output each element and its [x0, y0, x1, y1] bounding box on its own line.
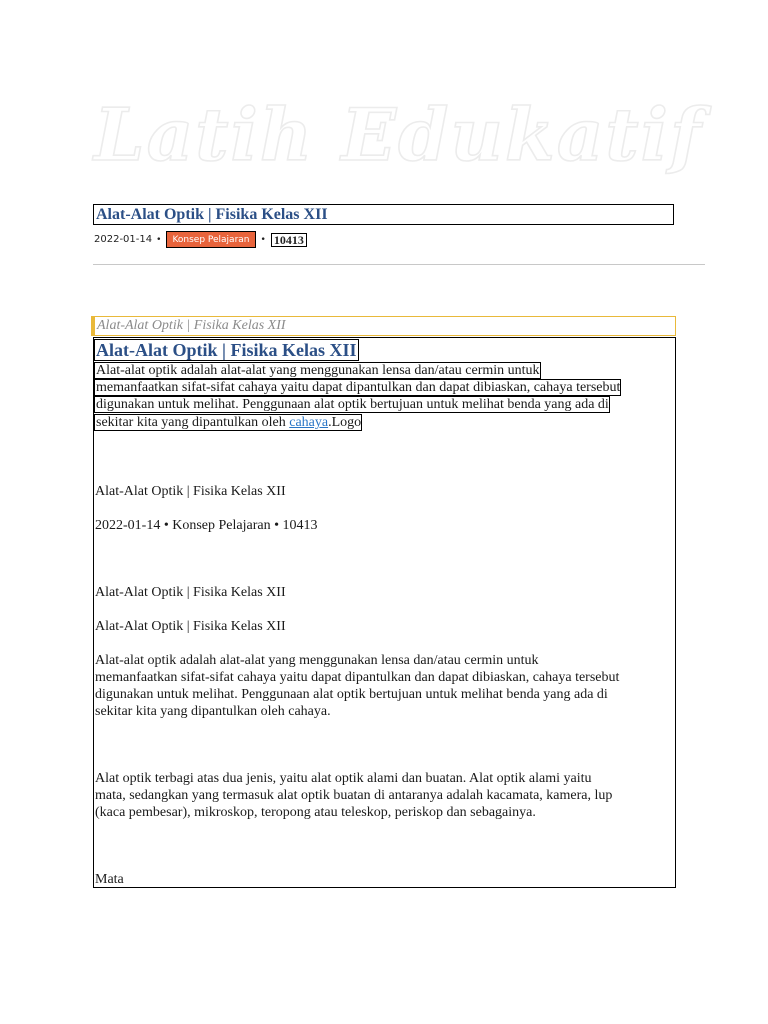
meta-bullet: • — [156, 234, 162, 245]
intro-line: memanfaatkan sifat-sifat cahaya yaitu dapat dipantulkan dan dapat dibiaskan, cahaya tersebut — [96, 380, 621, 395]
intro-text: sekitar kita yang dipantulkan oleh — [96, 415, 290, 430]
paragraph-line: Alat-alat optik adalah alat-alat yang menggunakan lensa dan/atau cermin untuk — [95, 653, 539, 668]
embed-header: Alat-Alat Optik | Fisika Kelas XII — [91, 316, 676, 336]
paragraph-line: digunakan untuk melihat. Penggunaan alat optik bertujuan untuk melihat benda yang ada di — [95, 687, 608, 702]
paragraph-line: sekitar kita yang dipantulkan oleh cahaya. — [95, 704, 331, 719]
post-title[interactable]: Alat-Alat Optik | Fisika Kelas XII — [93, 204, 674, 225]
svg-text:Latih Edukatif: Latih Edukatif — [94, 92, 703, 177]
post-date: 2022-01-14 — [94, 234, 153, 245]
site-logo — [88, 88, 703, 178]
cahaya-link[interactable]: cahaya — [289, 415, 329, 430]
divider — [93, 264, 705, 265]
repeat-title: Alat-Alat Optik | Fisika Kelas XII — [95, 585, 286, 600]
category-badge[interactable]: Konsep Pelajaran — [166, 231, 255, 248]
post-meta — [93, 230, 307, 249]
paragraph-line: mata, sedangkan yang termasuk alat optik buatan di antaranya adalah kacamata, kamera, lup — [95, 788, 613, 803]
meta-bullet: • — [260, 234, 266, 245]
intro-line — [94, 414, 362, 431]
article-body — [93, 337, 676, 888]
repeat-title: Alat-Alat Optik | Fisika Kelas XII — [95, 619, 286, 634]
section-heading-mata: Mata — [95, 872, 124, 887]
repeat-title: Alat-Alat Optik | Fisika Kelas XII — [95, 484, 286, 499]
paragraph-line: memanfaatkan sifat-sifat cahaya yaitu dapat dipantulkan dan dapat dibiaskan, cahaya tersebut — [95, 670, 620, 685]
repeat-meta: 2022-01-14 • Konsep Pelajaran • 10413 — [95, 518, 318, 533]
paragraph-line: (kaca pembesar), mikroskop, teropong atau teleskop, periskop dan sebagainya. — [95, 805, 536, 820]
view-count: 10413 — [271, 233, 307, 247]
intro-line: digunakan untuk melihat. Penggunaan alat optik bertujuan untuk melihat benda yang ada di — [96, 397, 609, 412]
intro-line: Alat-alat optik adalah alat-alat yang menggunakan lensa dan/atau cermin untuk — [96, 363, 540, 378]
paragraph-line: Alat optik terbagi atas dua jenis, yaitu alat optik alami dan buatan. Alat optik alami yaitu — [95, 771, 592, 786]
logo-text: .Logo — [328, 415, 362, 430]
article-title[interactable]: Alat-Alat Optik | Fisika Kelas XII — [94, 339, 359, 361]
